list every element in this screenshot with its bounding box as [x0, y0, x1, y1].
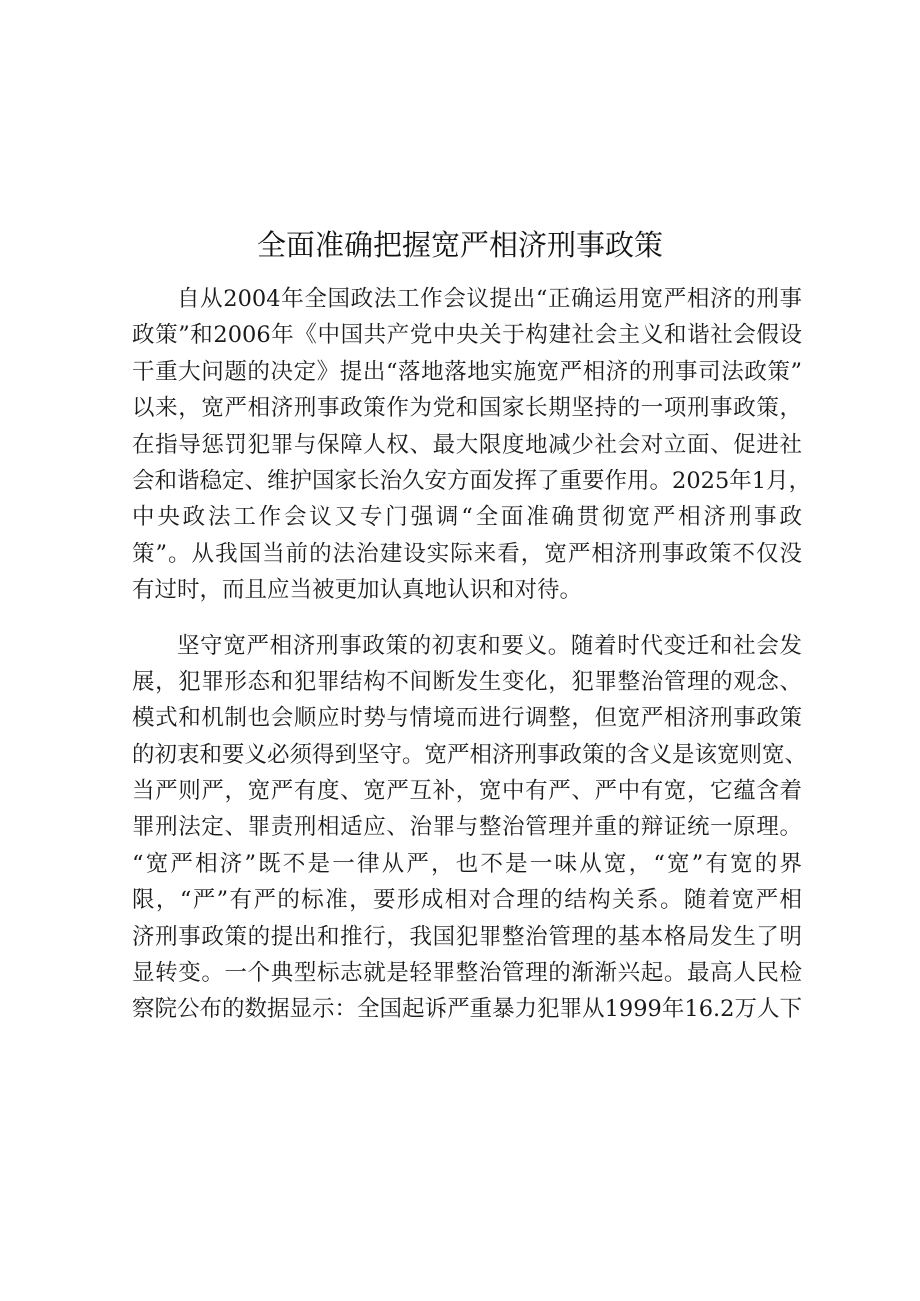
text-line: 以来，宽严相济刑事政策作为党和国家长期坚持的一项刑事政策， [132, 395, 802, 422]
text-line: 显转变。一个典型标志就是轻罪整治管理的渐渐兴起。最高人民检 [132, 960, 802, 987]
text-line: 政策”和2006年《中国共产党中央关于构建社会主义和谐社会假设 [132, 322, 802, 349]
paragraph-spacer [132, 609, 802, 628]
text-line: 模式和机制也会顺应时势与情境而进行调整，但宽严相济刑事政策 [132, 705, 802, 732]
text-line: 在指导惩罚犯罪与保障人权、最大限度地减少社会对立面、促进社 [132, 431, 802, 458]
text-line: 有过时，而且应当被更加认真地认识和对待。 [132, 577, 583, 604]
text-line: 干重大问题的决定》提出“落地落地实施宽严相济的刑事司法政策” [132, 358, 802, 385]
text-line: 的初衷和要义必须得到坚守。宽严相济刑事政策的含义是该宽则宽、 [132, 741, 808, 768]
text-line: 限，“严”有严的标准，要形成相对合理的结构关系。随着宽严相 [132, 887, 802, 914]
text-line: 当严则严，宽严有度、宽严互补，宽中有严、严中有宽，它蕴含着 [132, 778, 802, 805]
document-title: 全面准确把握宽严相济刑事政策 [256, 228, 663, 262]
text-line: 会和谐稳定、维护国家长治久安方面发挥了重要作用。2025年1月， [132, 467, 812, 494]
text-line: 坚守宽严相济刑事政策的初衷和要义。随着时代变迁和社会发 [177, 632, 802, 659]
document-body [132, 281, 812, 1028]
text-line: 策”。从我国当前的法治建设实际来看，宽严相济刑事政策不仅没 [132, 540, 802, 567]
text-line: 自从2004年全国政法工作会议提出“正确运用宽严相济的刑事 [177, 286, 802, 312]
text-line: 济刑事政策的提出和推行，我国犯罪整治管理的基本格局发生了明 [132, 923, 802, 950]
text-line: 罪刑法定、罪责刑相适应、治罪与整治管理并重的辩证统一原理。 [132, 814, 802, 841]
text-line: 展，犯罪形态和犯罪结构不间断发生变化，犯罪整治管理的观念、 [132, 668, 802, 695]
text-line: 察院公布的数据显示：全国起诉严重暴力犯罪从1999年16.2万人下 [132, 996, 802, 1023]
text-line: 中央政法工作会议又专门强调“全面准确贯彻宽严相济刑事政 [132, 504, 802, 531]
text-line: “宽严相济”既不是一律从严，也不是一味从宽，“宽”有宽的界 [132, 850, 802, 877]
paragraph-intro [132, 281, 812, 609]
paragraph-core-meaning [132, 628, 808, 1028]
